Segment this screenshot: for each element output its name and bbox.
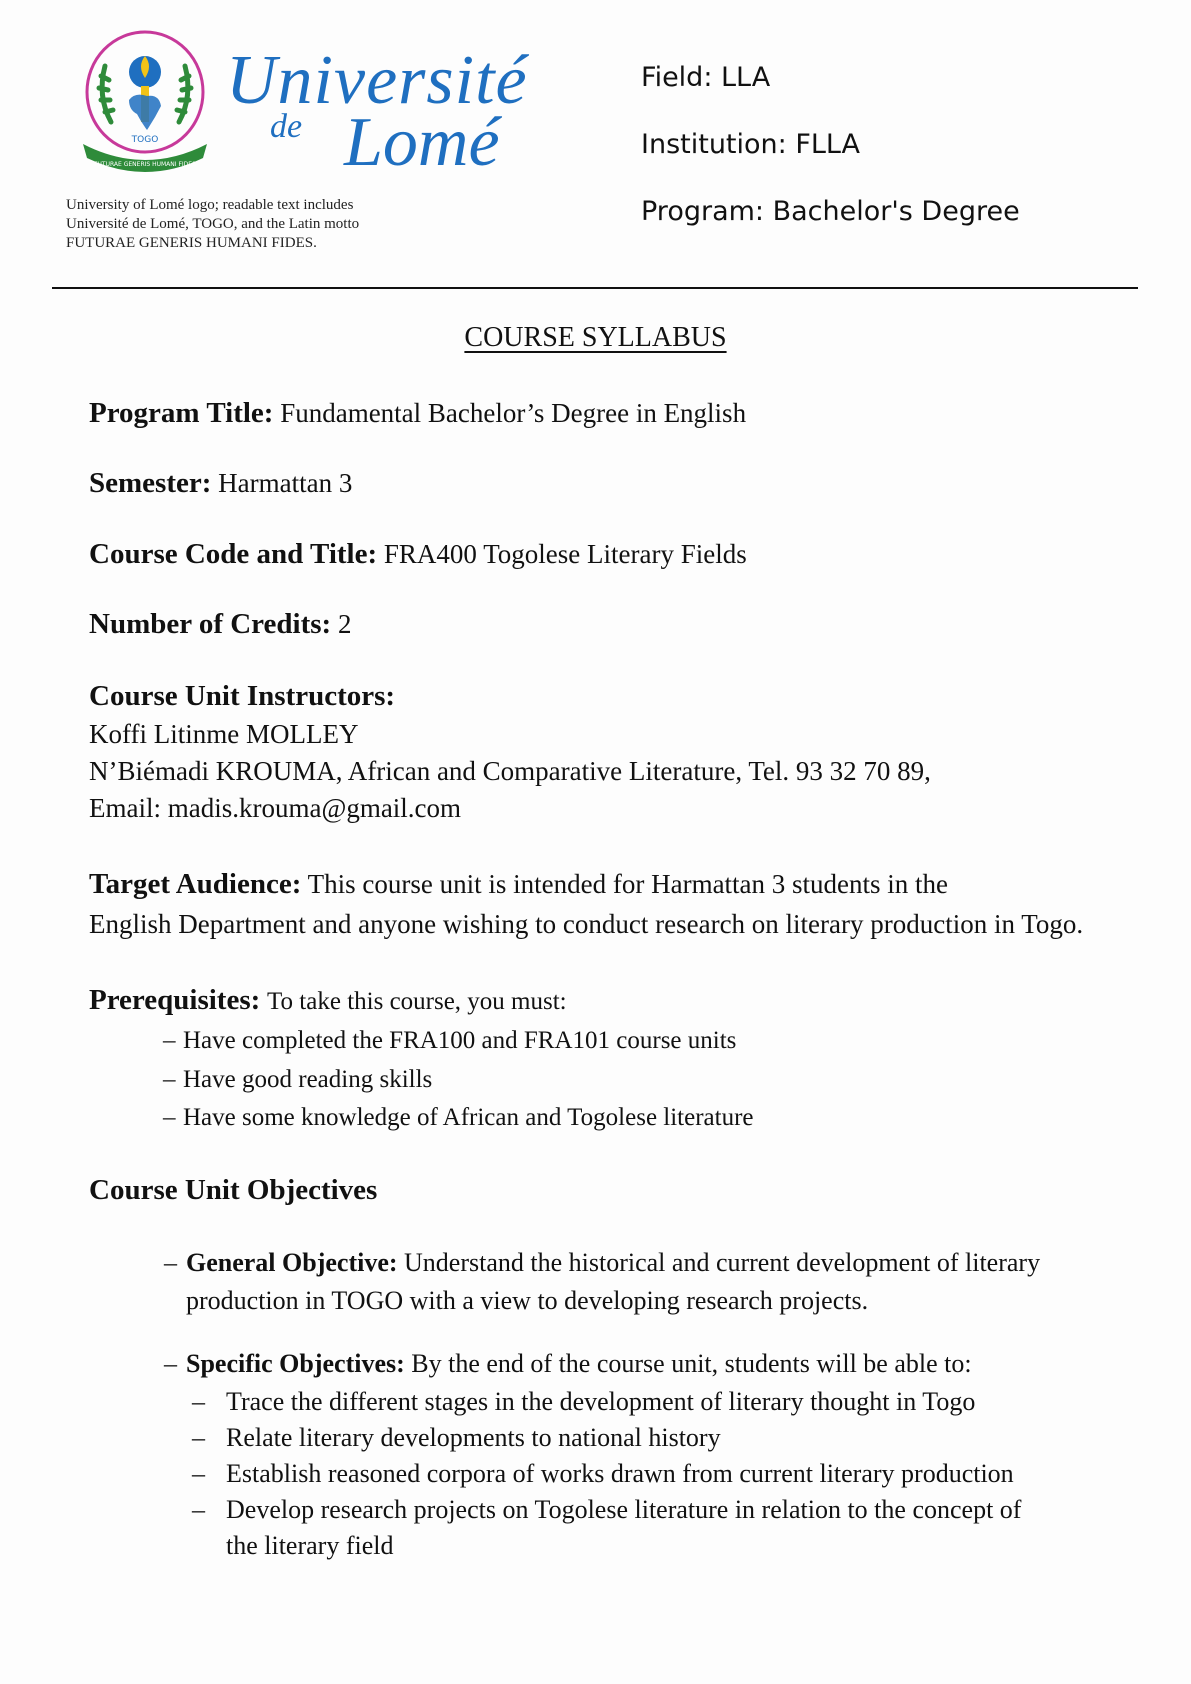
list-item: – Trace the different stages in the development of literary thought in Togo <box>192 1387 976 1416</box>
instructor-line: N’Biémadi KROUMA, African and Comparative Literature, Tel. 93 32 70 89, <box>89 756 931 786</box>
credits-label: Number of Credits: <box>89 608 332 640</box>
course-label: Course Code and Title: <box>89 538 378 570</box>
list-item: – Have good reading skills <box>163 1066 433 1093</box>
objectives-heading: Course Unit Objectives <box>89 1174 378 1206</box>
prerequisites-intro: To take this course, you must: <box>267 988 567 1015</box>
wordmark-de: de <box>270 108 303 145</box>
list-item: – Establish reasoned corpora of works drawn from current literary production <box>192 1459 1014 1488</box>
course-value: FRA400 Togolese Literary Fields <box>383 539 747 569</box>
list-item: – Have some knowledge of African and Togolese literature <box>163 1104 754 1131</box>
document-header <box>0 0 1191 292</box>
audience-text-continued: English Department and anyone wishing to conduct research on literary production in Togo. <box>89 909 1084 939</box>
general-objective-text: Understand the historical and current development of literary <box>404 1248 1041 1277</box>
meta-field: Field: LLA <box>641 62 771 93</box>
instructor-email: Email: madis.krouma@gmail.com <box>89 793 462 823</box>
svg-text:TOGO: TOGO <box>131 135 159 145</box>
list-item: – Develop research projects on Togolese literature in relation to the concept of <box>192 1495 1022 1524</box>
general-objective: – General Objective: Understand the historical and current development of literary <box>164 1248 1041 1277</box>
wordmark-lome: Lomé <box>344 104 500 181</box>
audience-text: This course unit is intended for Harmattan 3 students in the <box>307 869 949 899</box>
header-divider <box>52 287 1138 289</box>
credits-value: 2 <box>337 609 352 639</box>
university-wordmark <box>226 42 528 181</box>
logo-caption: University of Lomé logo; readable text includes Université de Lomé, TOGO, and the Latin motto FUTURAE GENERIS HUMANI FIDES. <box>66 197 360 251</box>
general-objective-label: General Objective: <box>186 1248 398 1277</box>
program-title-value: Fundamental Bachelor’s Degree in English <box>280 398 747 428</box>
program-title-field <box>89 395 1089 432</box>
course-field <box>89 536 1089 573</box>
list-item: – Relate literary developments to national history <box>192 1423 721 1452</box>
audience-field <box>89 866 1089 903</box>
credits-field <box>89 606 1089 643</box>
audience-label: Target Audience: <box>89 868 302 900</box>
document-title: COURSE SYLLABUS <box>464 322 727 353</box>
wordmark-universite: Université <box>226 42 528 119</box>
meta-program: Program: Bachelor's Degree <box>641 196 1020 227</box>
semester-label: Semester: <box>89 467 212 499</box>
prerequisites-label: Prerequisites: <box>89 984 261 1016</box>
program-title-label: Program Title: <box>89 397 274 429</box>
university-emblem-icon <box>75 26 215 182</box>
instructors-label: Course Unit Instructors: <box>89 680 396 712</box>
list-item-continued: the literary field <box>226 1531 394 1560</box>
specific-objectives-intro: By the end of the course unit, students will be able to: <box>411 1349 972 1378</box>
program-meta <box>641 58 1020 259</box>
prerequisites-field <box>89 982 1089 1020</box>
meta-institution: Institution: FLLA <box>641 129 861 160</box>
svg-text:FUTURAE GENERIS HUMANI FIDES: FUTURAE GENERIS HUMANI FIDES <box>94 161 196 168</box>
specific-objectives-label: Specific Objectives: <box>186 1349 405 1378</box>
list-item: – Have completed the FRA100 and FRA101 course units <box>163 1027 737 1054</box>
specific-objectives: – Specific Objectives: By the end of the course unit, students will be able to: <box>164 1349 972 1378</box>
instructor-line: Koffi Litinme MOLLEY <box>89 719 359 749</box>
general-objective-continued: production in TOGO with a view to developing research projects. <box>186 1286 869 1315</box>
semester-field <box>89 465 1089 502</box>
semester-value: Harmattan 3 <box>218 468 353 498</box>
